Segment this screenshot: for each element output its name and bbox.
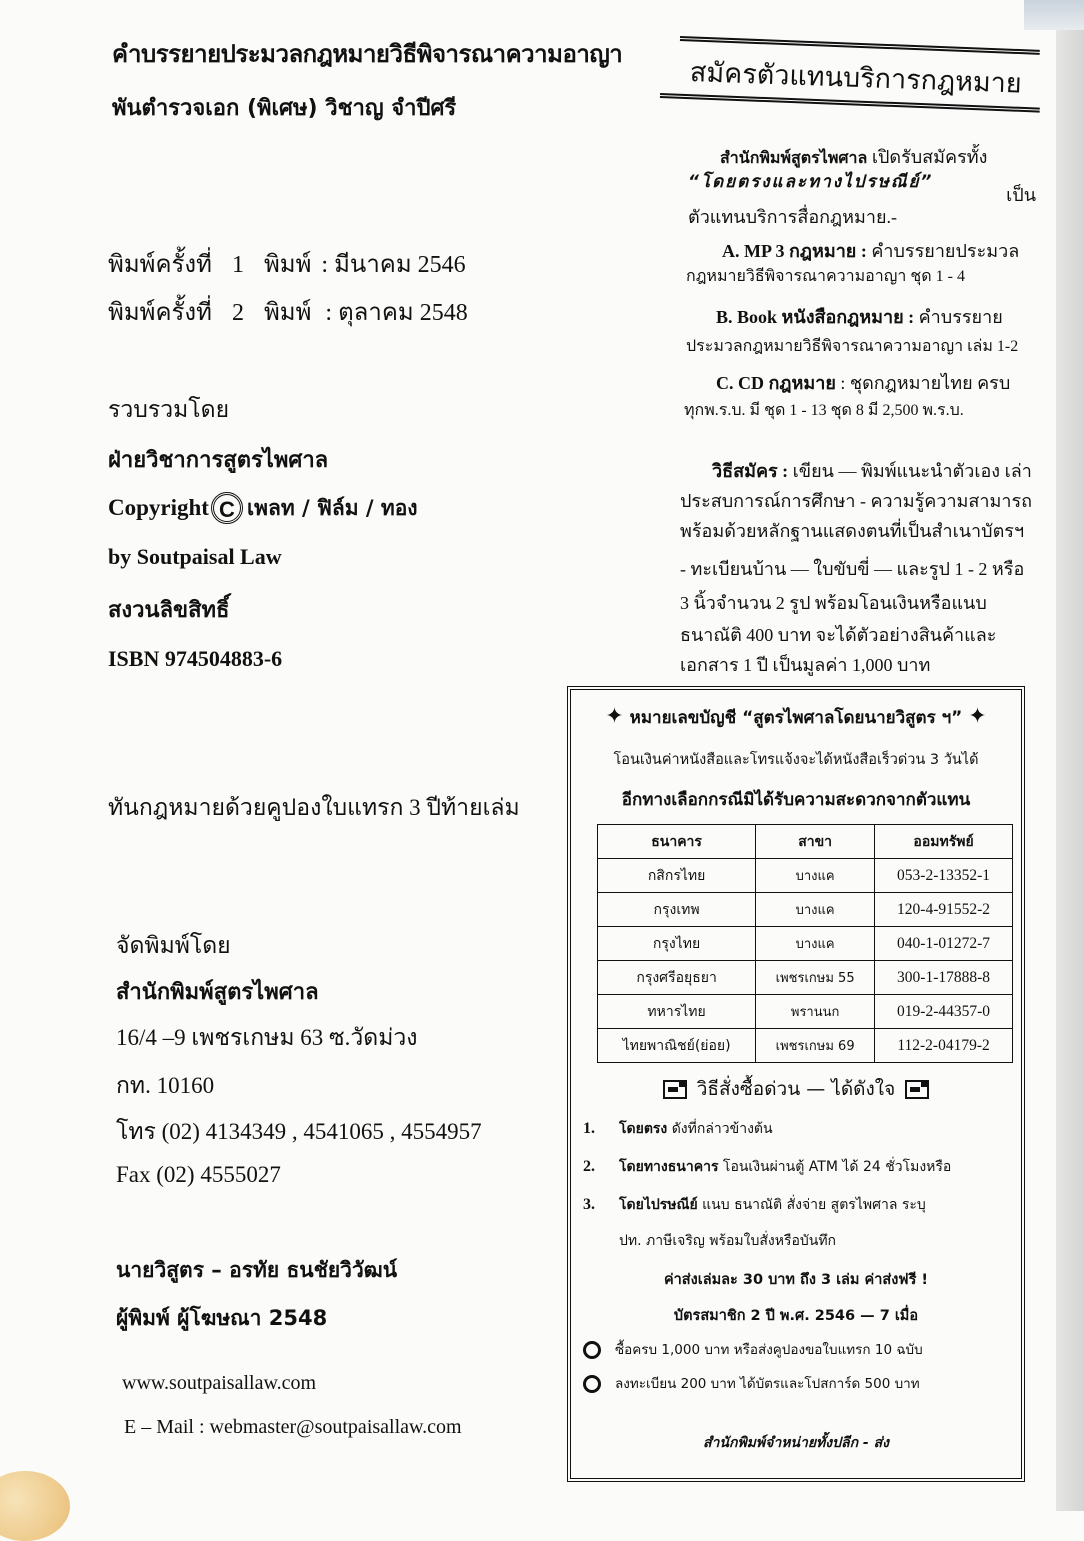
publisher-owner-role: ผู้พิมพ์ ผู้โฆษณา 2548 [116,1306,328,1330]
intro-publisher: สำนักพิมพ์สูตรไพศาล [720,148,868,167]
apply-line2: ประสบการณ์การศึกษา - ความรู้ความสามารถ [680,491,1033,511]
account-number: 040-1-01272-7 [875,927,1013,961]
bank-name: กรุงเทพ [598,893,756,927]
branch-name: บางแค [756,893,875,927]
agent-ad-heading: สมัครตัวแทนบริการกฎหมาย [689,57,1023,100]
apply-label: วิธีสมัคร : [712,461,789,481]
transfer-note: โอนเงินค่าหนังสือและโทรแจ้งจะได้หนังสือเร็วด่วน 3 วันได้ [613,752,979,768]
table-row [598,927,1013,961]
circle-bullet-icon [583,1375,601,1393]
print-label: พิมพ์ [263,300,312,326]
item-number: 3. [583,1196,595,1213]
book-author: พันตำรวจเอก (พิเศษ) วิชาญ จำปีศรี [112,96,457,121]
order-title: วิธีสั่งซื้อด่วน — ได้ดังใจ [696,1078,896,1100]
product-b-line2: ประมวลกฎหมายวิธีพิจารณาความอาญา เล่ม 1-2 [686,338,1019,355]
isbn: ISBN 974504883-6 [108,646,283,671]
print-label: พิมพ์ [263,252,312,278]
apply-line5: 3 นิ้วจำนวน 2 รูป พร้อมโอนเงินหรือแนบ [680,593,987,613]
item-text: โอนเงินผ่านตู้ ATM ได้ 24 ชั่วโมงหรือ [718,1159,952,1175]
product-c-line1 [716,368,1010,397]
account-title: หมายเลขบัญชี “สูตรไพศาลโดยนายวิสูตร ฯ” [629,708,963,728]
publisher-city: กท. 10160 [116,1073,215,1098]
agent-intro-line3: ตัวแทนบริการสื่อกฎหมาย.- [688,207,897,227]
column-header-savings: ออมทรัพย์ [875,825,1013,859]
publisher-fax: Fax (02) 4555027 [116,1162,281,1187]
website-link[interactable]: www.soutpaisallaw.com [122,1372,317,1394]
order-title-line [571,1074,1021,1104]
member-text: ซื้อครบ 1,000 บาท หรือส่งคูปองขอใบแทรก 10 ฉบับ [615,1342,923,1358]
product-desc: คำบรรยาย [914,307,1003,327]
by-line: by Soutpaisal Law [108,544,282,569]
compiled-by: ฝ่ายวิชาการสูตรไพศาล [108,448,329,473]
thumb-finger [0,1471,70,1541]
apply-line4: - ทะเบียนบ้าน — ใบขับขี่ — และรูป 1 - 2 หรือ [680,559,1025,579]
publisher-owner: นายวิสูตร – อรทัย ธนชัยวิวัฒน์ [116,1258,398,1282]
account-number: 053-2-13352-1 [875,859,1013,893]
item-number: 2. [583,1158,595,1175]
copyright-line [108,492,418,525]
book-title: คำบรรยายประมวลกฎหมายวิธีพิจารณาความอาญา [112,40,623,68]
page-corner [1024,0,1084,30]
order-item-direct [583,1118,773,1140]
publisher-phone: โทร (02) 4134349 , 4541065 , 4554957 [116,1119,482,1144]
item-method: โดยตรง [619,1121,668,1137]
member-item-register [583,1372,920,1394]
bank-name: กรุงศรีอยุธยา [598,961,756,995]
edition-1 [108,244,466,283]
bank-name: กสิกรไทย [598,859,756,893]
edition-date: : ตุลาคม 2548 [325,300,468,326]
intro-as: เป็น [1006,185,1036,205]
product-label: C. CD กฎหมาย [716,373,836,393]
bank-name: ทหารไทย [598,995,756,1029]
edition-number: 1 [231,252,244,278]
product-desc: คำบรรยายประมวล [866,241,1020,261]
branch-name: เพชรเกษม 55 [756,961,875,995]
rights-reserved: สงวนลิขสิทธิ์ [108,598,230,623]
member-title: บัตรสมาชิก 2 ปี พ.ศ. 2546 — 7 เมื่อ [673,1308,919,1324]
bank-account-table [597,824,1013,1063]
email-link[interactable]: E – Mail : webmaster@soutpaisallaw.com [124,1416,462,1438]
branch-name: เพชรเกษม 69 [756,1029,875,1063]
circle-bullet-icon [583,1341,601,1359]
edition-label: พิมพ์ครั้งที่ [108,252,212,278]
shipping-note: ค่าส่งเล่มละ 30 บาท ถึง 3 เล่ม ค่าส่งฟรี ! [663,1272,929,1288]
product-label: B. Book หนังสือกฎหมาย : [716,307,915,327]
star-icon: ✦ [605,704,624,729]
member-text: ลงทะเบียน 200 บาท ได้บัตรและโปสการ์ด 500 บาท [615,1376,920,1392]
product-c-line2: ทุกพ.ร.บ. มี ชุด 1 - 13 ชุด 8 มี 2,500 พ.ร.บ. [684,402,964,419]
apply-text: เขียน — พิมพ์แนะนำตัวเอง เล่า [788,461,1032,481]
intro-quote: “โดยตรงและทางไปรษณีย์” [688,172,934,192]
item-text: แนบ ธนาณัติ สั่งจ่าย สูตรไพศาล ระบุ [697,1197,926,1213]
account-number: 120-4-91552-2 [875,893,1013,927]
account-number: 112-2-04179-2 [875,1029,1013,1063]
inbox-tray-icon [905,1080,929,1099]
table-header-row [598,825,1013,859]
account-number: 300-1-17888-8 [875,961,1013,995]
branch-name: พรานนก [756,995,875,1029]
edition-label: พิมพ์ครั้งที่ [108,300,212,326]
item-method: โดยทางธนาคาร [619,1159,719,1175]
branch-name: บางแค [756,859,875,893]
edition-2 [108,292,468,331]
edition-date: : มีนาคม 2546 [321,252,466,278]
table-row [598,961,1013,995]
star-icon: ✦ [968,704,987,729]
order-item-bank [583,1156,951,1178]
table-row [598,859,1013,893]
edition-number: 2 [231,300,244,326]
apply-line7: เอกสาร 1 ปี เป็นมูลค่า 1,000 บาท [680,655,931,675]
account-number: 019-2-44357-0 [875,995,1013,1029]
apply-line6: ธนาณัติ 400 บาท จะได้ตัวอย่างสินค้าและ [680,625,997,645]
column-header-branch: สาขา [756,825,875,859]
item-text: ดังที่กล่าวข้างต้น [667,1121,773,1137]
bank-name: กรุงไทย [598,927,756,961]
branch-name: บางแค [756,927,875,961]
account-title-line [571,704,1021,731]
item-method: โดยไปรษณีย์ [619,1197,698,1213]
copyright-icon: C [211,492,243,524]
update-note: ทันกฎหมายด้วยคูปองใบแทรก 3 ปีท้ายเล่ม [108,795,520,820]
publisher-name: สำนักพิมพ์สูตรไพศาล [116,980,319,1005]
table-row [598,893,1013,927]
inbox-tray-icon [663,1080,687,1099]
compiled-label: รวบรวมโดย [108,397,230,422]
apply-line3: พร้อมด้วยหลักฐานแสดงตนที่เป็นสำเนาบัตรฯ [680,521,1025,541]
copyright-items: เพลท / ฟิล์ม / ทอง [246,496,418,520]
publisher-label: จัดพิมพ์โดย [116,933,231,958]
alt-note: อีกทางเลือกกรณีมิได้รับความสะดวกจากตัวแทน [621,790,971,810]
intro-rest: เปิดรับสมัครทั้ง [867,147,988,167]
table-row [598,995,1013,1029]
member-item-purchase [583,1338,923,1360]
agent-intro-line2 [688,168,1036,205]
product-b-line1 [716,302,1003,331]
order-item-post [583,1194,926,1216]
copyright-label: Copyright [108,495,209,520]
publisher-address: 16/4 –9 เพชรเกษม 63 ซ.วัดม่วง [116,1025,418,1050]
apply-line1 [712,456,1032,485]
order-info-box [567,686,1025,1482]
order-item-post-cont: ปท. ภาษีเจริญ พร้อมใบสั่งหรือบันทึก [619,1233,837,1249]
bank-name: ไทยพาณิชย์(ย่อย) [598,1029,756,1063]
product-a-line1 [722,236,1019,265]
column-header-bank: ธนาคาร [598,825,756,859]
product-label: A. MP 3 กฎหมาย : [722,241,867,261]
product-a-line2: กฎหมายวิธีพิจารณาความอาญา ชุด 1 - 4 [686,268,965,285]
page-edge-shadow [1056,0,1084,1511]
box-footer: สำนักพิมพ์จำหน่ายทั้งปลีก - ส่ง [702,1435,889,1451]
table-row [598,1029,1013,1063]
product-desc: : ชุดกฎหมายไทย ครบ [835,373,1011,393]
item-number: 1. [583,1120,595,1137]
agent-intro-line1 [720,142,987,171]
